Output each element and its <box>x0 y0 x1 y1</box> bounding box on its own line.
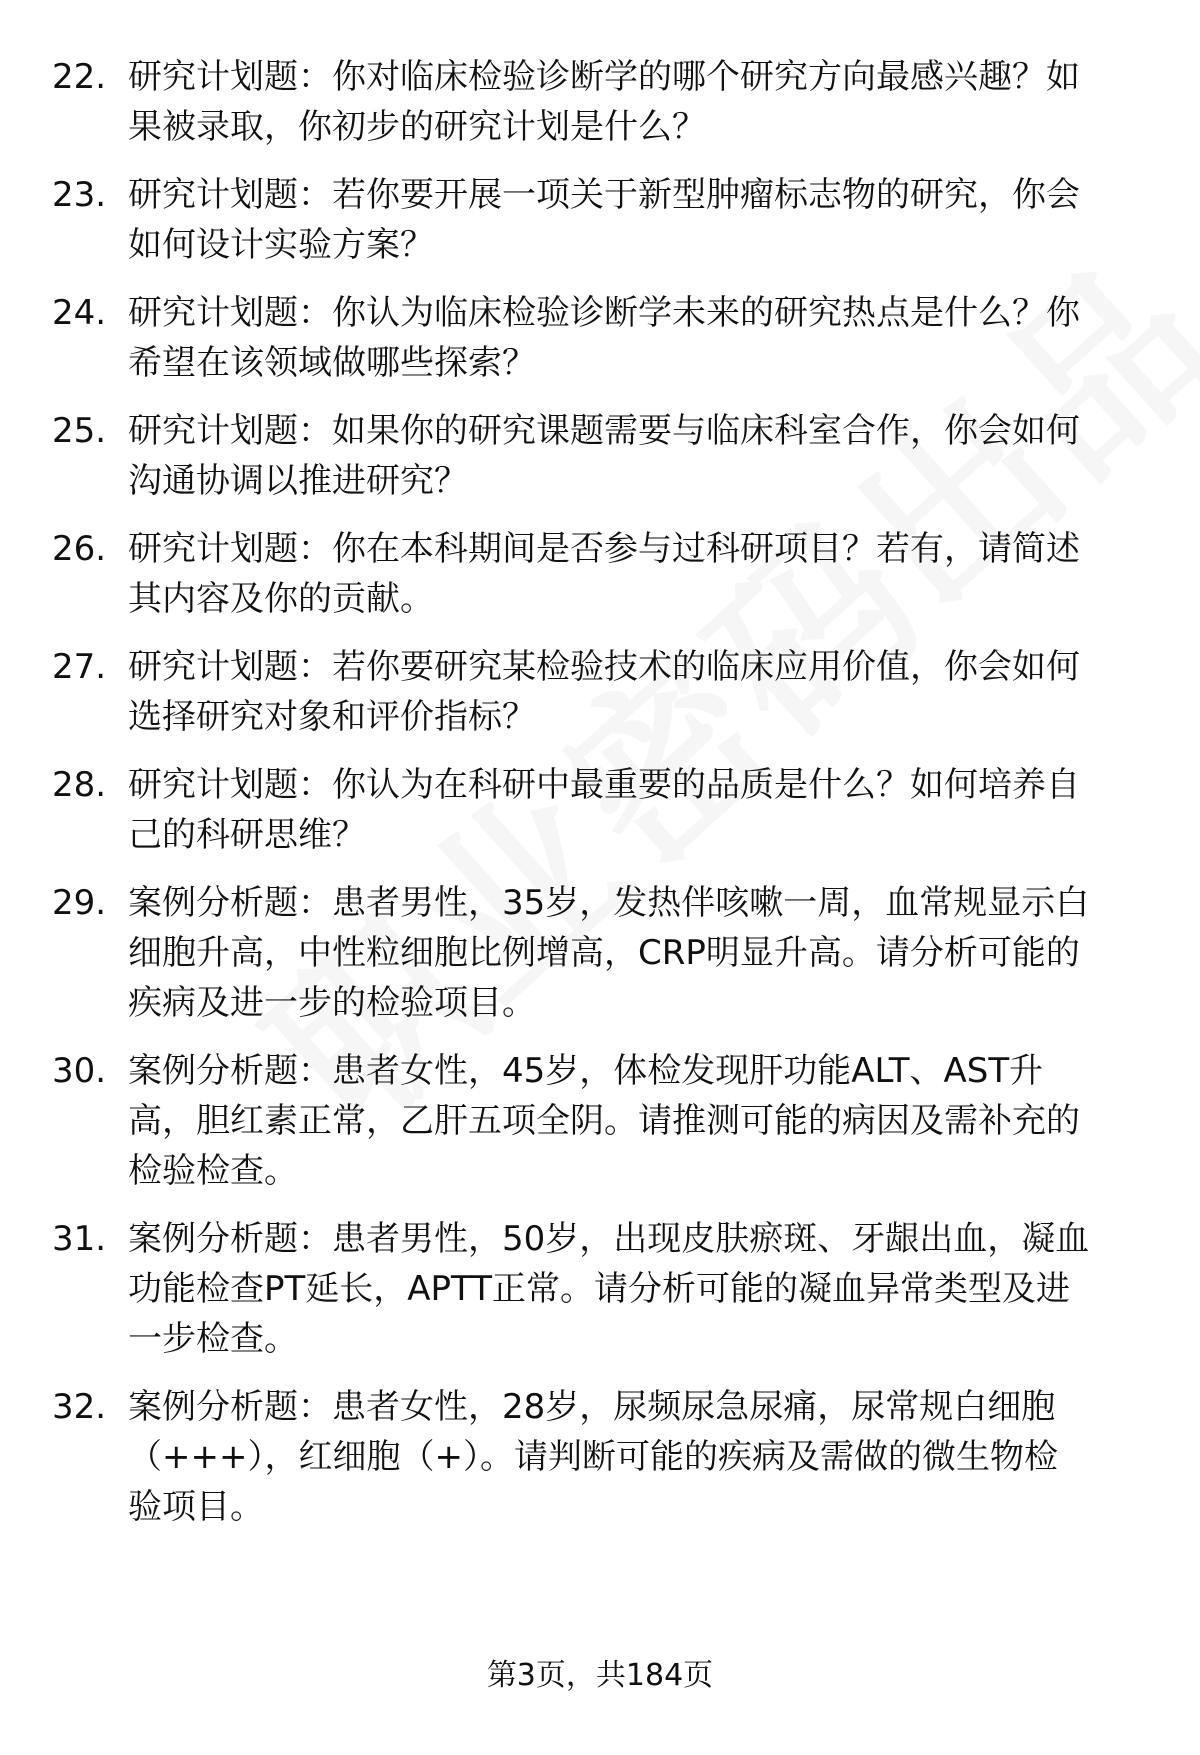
question-text <box>128 642 1148 742</box>
question-text <box>128 406 1148 506</box>
question-line: 研究计划题：你认为临床检验诊断学未来的研究热点是什么？你 <box>128 293 1080 333</box>
question-line: 一步检查。 <box>128 1319 298 1359</box>
question-line: 验项目。 <box>128 1487 264 1527</box>
question-number: 28. <box>52 765 107 805</box>
question-number: 31. <box>52 1219 107 1259</box>
question-number: 27. <box>52 647 107 687</box>
page-number-footer: 第3页，共184页 <box>486 1658 714 1693</box>
question-text <box>128 288 1148 388</box>
question-number: 25. <box>52 411 107 451</box>
question-line: 案例分析题：患者男性，50岁，出现皮肤瘀斑、牙龈出血，凝血 <box>128 1219 1090 1259</box>
question-line: （+++），红细胞（+）。请判断可能的疾病及需做的微生物检 <box>128 1437 1058 1477</box>
question-line: 研究计划题：你在本科期间是否参与过科研项目？若有，请简述 <box>128 529 1080 569</box>
question-line: 案例分析题：患者女性，28岁，尿频尿急尿痛，尿常规白细胞 <box>128 1387 1056 1427</box>
question-line: 沟通协调以推进研究？ <box>128 461 468 501</box>
question-number: 29. <box>52 883 107 923</box>
question-line: 如何设计实验方案？ <box>128 225 434 265</box>
question-line: 果被录取，你初步的研究计划是什么？ <box>128 107 706 147</box>
question-line: 高，胆红素正常，乙肝五项全阴。请推测可能的病因及需补充的 <box>128 1101 1080 1141</box>
question-text <box>128 1046 1148 1196</box>
question-number: 23. <box>52 175 107 215</box>
question-line: 疾病及进一步的检验项目。 <box>128 983 536 1023</box>
question-line: 研究计划题：若你要研究某检验技术的临床应用价值，你会如何 <box>128 647 1080 687</box>
question-line: 选择研究对象和评价指标？ <box>128 697 536 737</box>
question-number: 22. <box>52 57 107 97</box>
question-line: 其内容及你的贡献。 <box>128 579 434 619</box>
question-line: 案例分析题：患者女性，45岁，体检发现肝功能ALT、AST升 <box>128 1051 1044 1091</box>
question-line: 研究计划题：如果你的研究课题需要与临床科室合作，你会如何 <box>128 411 1080 451</box>
question-number: 32. <box>52 1387 107 1427</box>
question-number: 30. <box>52 1051 107 1091</box>
question-text <box>128 524 1148 624</box>
question-line: 研究计划题：你对临床检验诊断学的哪个研究方向最感兴趣？如 <box>128 57 1080 97</box>
question-text <box>128 1382 1148 1532</box>
question-text <box>128 878 1148 1028</box>
question-number: 24. <box>52 293 107 333</box>
question-text <box>128 1214 1148 1364</box>
question-number: 26. <box>52 529 107 569</box>
question-line: 案例分析题：患者男性，35岁，发热伴咳嗽一周，血常规显示白 <box>128 883 1090 923</box>
question-line: 研究计划题：你认为在科研中最重要的品质是什么？如何培养自 <box>128 765 1080 805</box>
question-text <box>128 52 1148 152</box>
question-text <box>128 170 1148 270</box>
question-line: 己的科研思维？ <box>128 815 366 855</box>
question-line: 功能检查PT延长，APTT正常。请分析可能的凝血异常类型及进 <box>128 1269 1070 1309</box>
question-line: 细胞升高，中性粒细胞比例增高，CRP明显升高。请分析可能的 <box>128 933 1080 973</box>
question-line: 研究计划题：若你要开展一项关于新型肿瘤标志物的研究，你会 <box>128 175 1080 215</box>
question-text <box>128 760 1148 860</box>
question-line: 希望在该领域做哪些探索？ <box>128 343 536 383</box>
question-line: 检验检查。 <box>128 1151 298 1191</box>
